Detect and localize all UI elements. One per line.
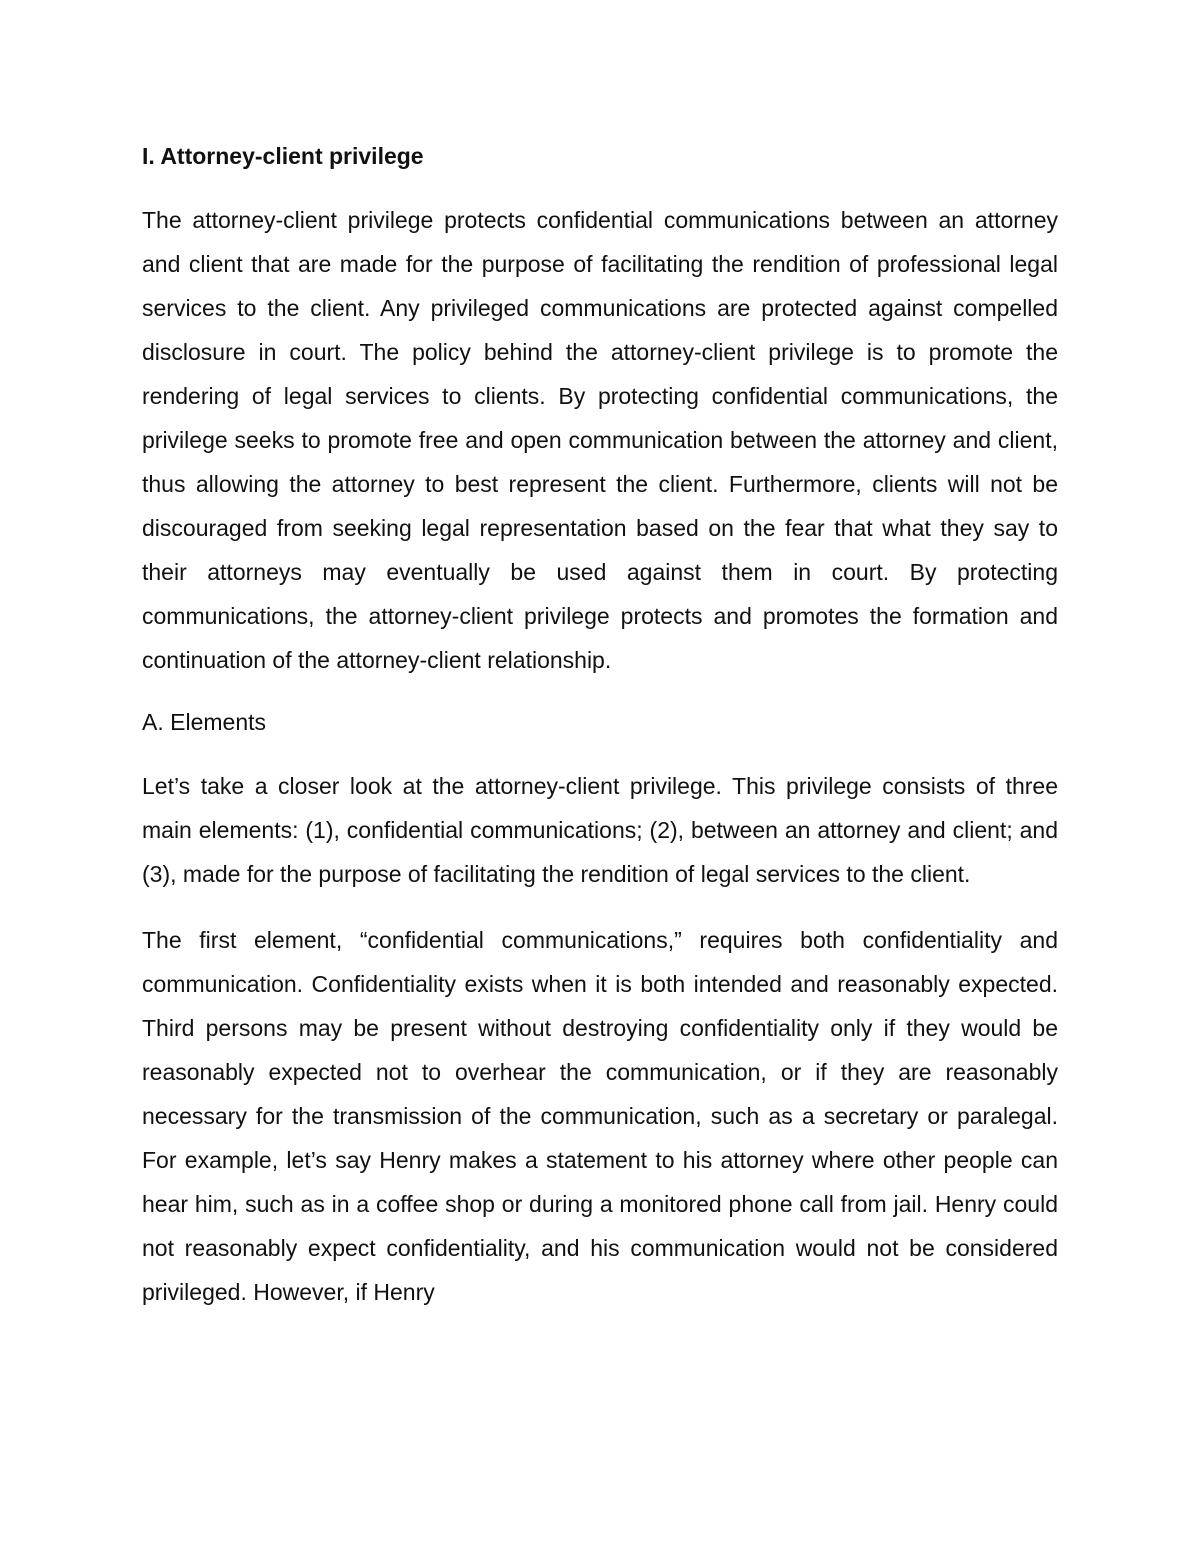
document-content	[142, 138, 1058, 1314]
paragraph-confidential-communications: The first element, “confidential communications,” requires both confidentiality and communication. Confidentiality exists when it is both intended and reasonably expected. Third persons may be present without destroying confidentiality only if they would be reasonably expected not to overhear the communication, or if they are reasonably necessary for the transmission of the communication, such as a secretary or paralegal. For example, let’s say Henry makes a statement to his attorney where other people can hear him, such as in a coffee shop or during a monitored phone call from jail. Henry could not reasonably expect confidentiality, and his communication would not be considered privileged. However, if Henry	[142, 927, 1058, 1305]
paragraph-elements-list: Let’s take a closer look at the attorney-client privilege. This privilege consists of three main elements: (1), confidential communications; (2), between an attorney and client; and (3), made for the purpose of facilitating the rendition of legal services to the client.	[142, 773, 1058, 887]
paragraph-privilege-overview: The attorney-client privilege protects confidential communications between an attorney and client that are made for the purpose of facilitating the rendition of professional legal services to the client. Any privileged communications are protected against compelled disclosure in court. The policy behind the attorney-client privilege is to promote the rendering of legal services to clients. By protecting confidential communications, the privilege seeks to promote free and open communication between the attorney and client, thus allowing the attorney to best represent the client. Furthermore, clients will not be discouraged from seeking legal representation based on the fear that what they say to their attorneys may eventually be used against them in court. By protecting communications, the attorney-client privilege protects and promotes the formation and continuation of the attorney-client relationship.	[142, 207, 1058, 673]
section-heading: I. Attorney-client privilege	[142, 143, 424, 169]
subsection-heading: A. Elements	[142, 709, 266, 735]
